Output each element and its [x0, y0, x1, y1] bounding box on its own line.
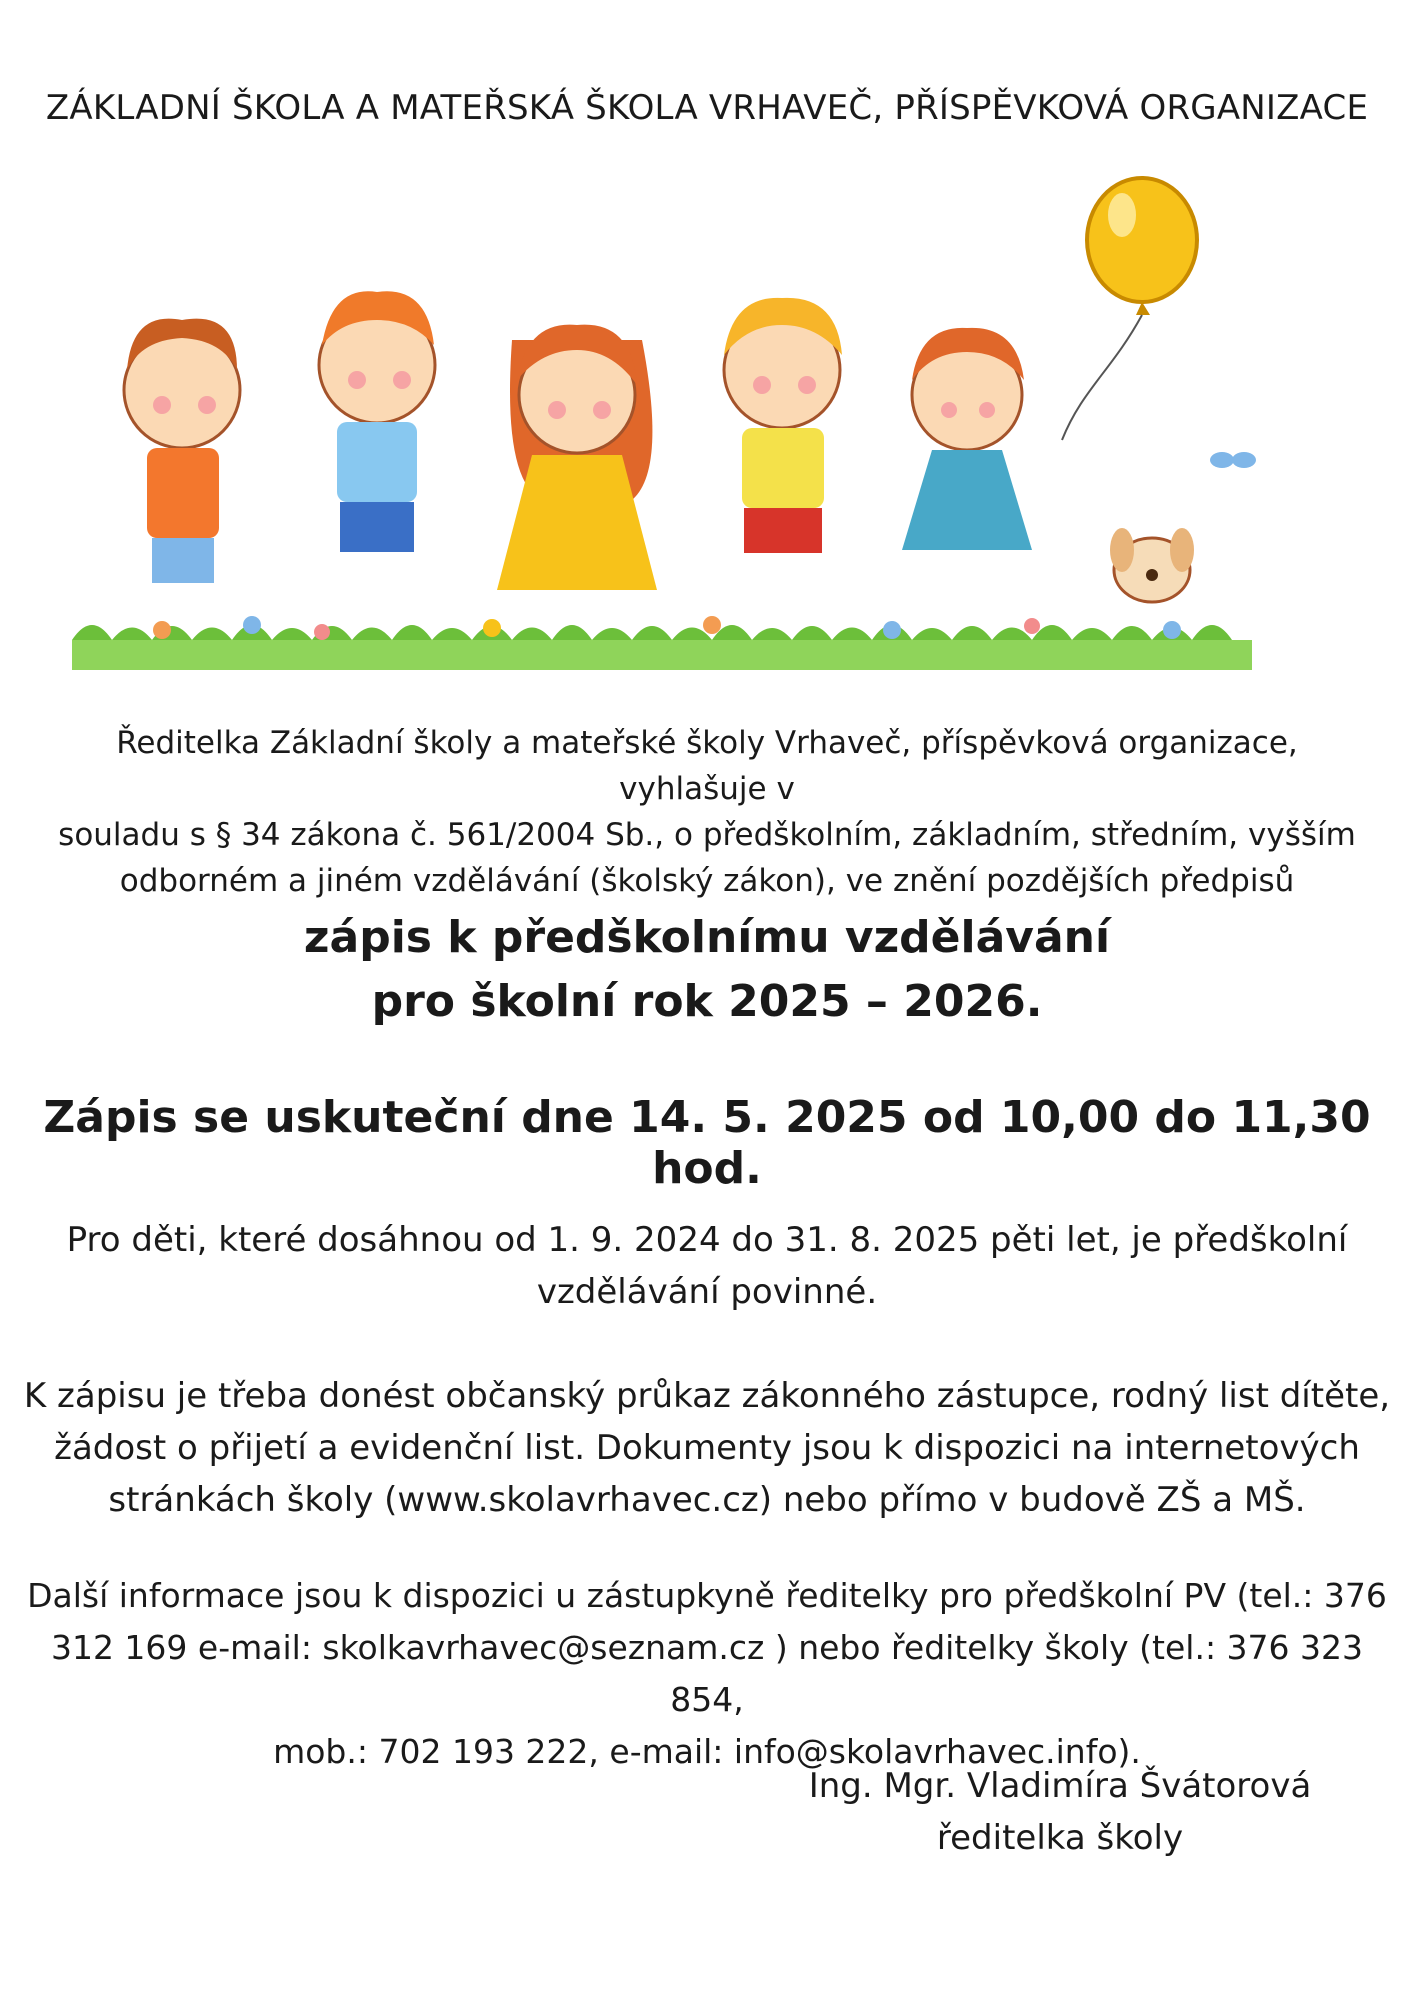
child-1-icon	[124, 319, 240, 583]
signature-name: Ing. Mgr. Vladimíra Švátorová	[808, 1766, 1312, 1806]
intro-line-3: odborném a jiném vzdělávání (školský zákon), ve znění pozdějších předpisů	[119, 863, 1295, 899]
intro-text	[40, 720, 1374, 904]
paragraph2-line-3: stránkách školy (www.skolavrhavec.cz) nebo přímo v budově ZŠ a MŠ.	[108, 1480, 1306, 1520]
paragraph-compulsory	[40, 1214, 1374, 1318]
enrollment-title	[0, 906, 1414, 1034]
paragraph2-line-2: žádost o přijetí a evidenční list. Dokumenty jsou k dispozici na internetových	[54, 1428, 1360, 1468]
paragraph2-line-1: K zápisu je třeba donést občanský průkaz zákonného zástupce, rodný list dítěte,	[23, 1376, 1391, 1416]
paragraph3-line-2: 312 169 e-mail: skolkavrhavec@seznam.cz ) nebo ředitelky školy (tel.: 376 323 854,	[50, 1628, 1364, 1719]
school-name-header: ZÁKLADNÍ ŠKOLA A MATEŘSKÁ ŠKOLA VRHAVEČ, PŘÍSPĚVKOVÁ ORGANIZACE	[45, 88, 1369, 128]
puppy-icon	[1110, 528, 1194, 602]
butterfly-icon	[1210, 452, 1256, 468]
balloon-icon	[1062, 178, 1197, 440]
title-line-1: zápis k předškolnímu vzdělávání	[303, 912, 1111, 963]
child-2-icon	[319, 291, 435, 552]
paragraph3-line-1: Další informace jsou k dispozici u zástupkyně ředitelky pro předškolní PV (tel.: 376	[27, 1576, 1387, 1615]
paragraph1-line-2: vzdělávání povinné.	[536, 1272, 878, 1312]
paragraph1-line-1: Pro děti, které dosáhnou od 1. 9. 2024 do 31. 8. 2025 pěti let, je předškolní	[66, 1220, 1348, 1260]
title-line-2: pro školní rok 2025 – 2026.	[371, 976, 1043, 1027]
paragraph-documents	[0, 1370, 1414, 1526]
child-3-icon	[497, 325, 657, 590]
child-4-icon	[724, 298, 842, 553]
signature-block	[760, 1760, 1360, 1864]
children-holding-hands-illustration	[72, 170, 1352, 670]
intro-line-1: Ředitelka Základní školy a mateřské školy Vrhaveč, příspěvková organizace, vyhlašuje v	[116, 725, 1298, 807]
signature-role: ředitelka školy	[936, 1818, 1184, 1858]
paragraph-contact	[20, 1570, 1394, 1778]
intro-line-2: souladu s § 34 zákona č. 561/2004 Sb., o předškolním, základním, středním, vyšším	[58, 817, 1356, 853]
paragraph3-line-3: mob.: 702 193 222, e-mail: info@skolavrhavec.info).	[273, 1732, 1141, 1771]
child-5-icon	[902, 328, 1032, 550]
enrollment-date: Zápis se uskuteční dne 14. 5. 2025 od 10,00 do 11,30 hod.	[43, 1092, 1371, 1194]
